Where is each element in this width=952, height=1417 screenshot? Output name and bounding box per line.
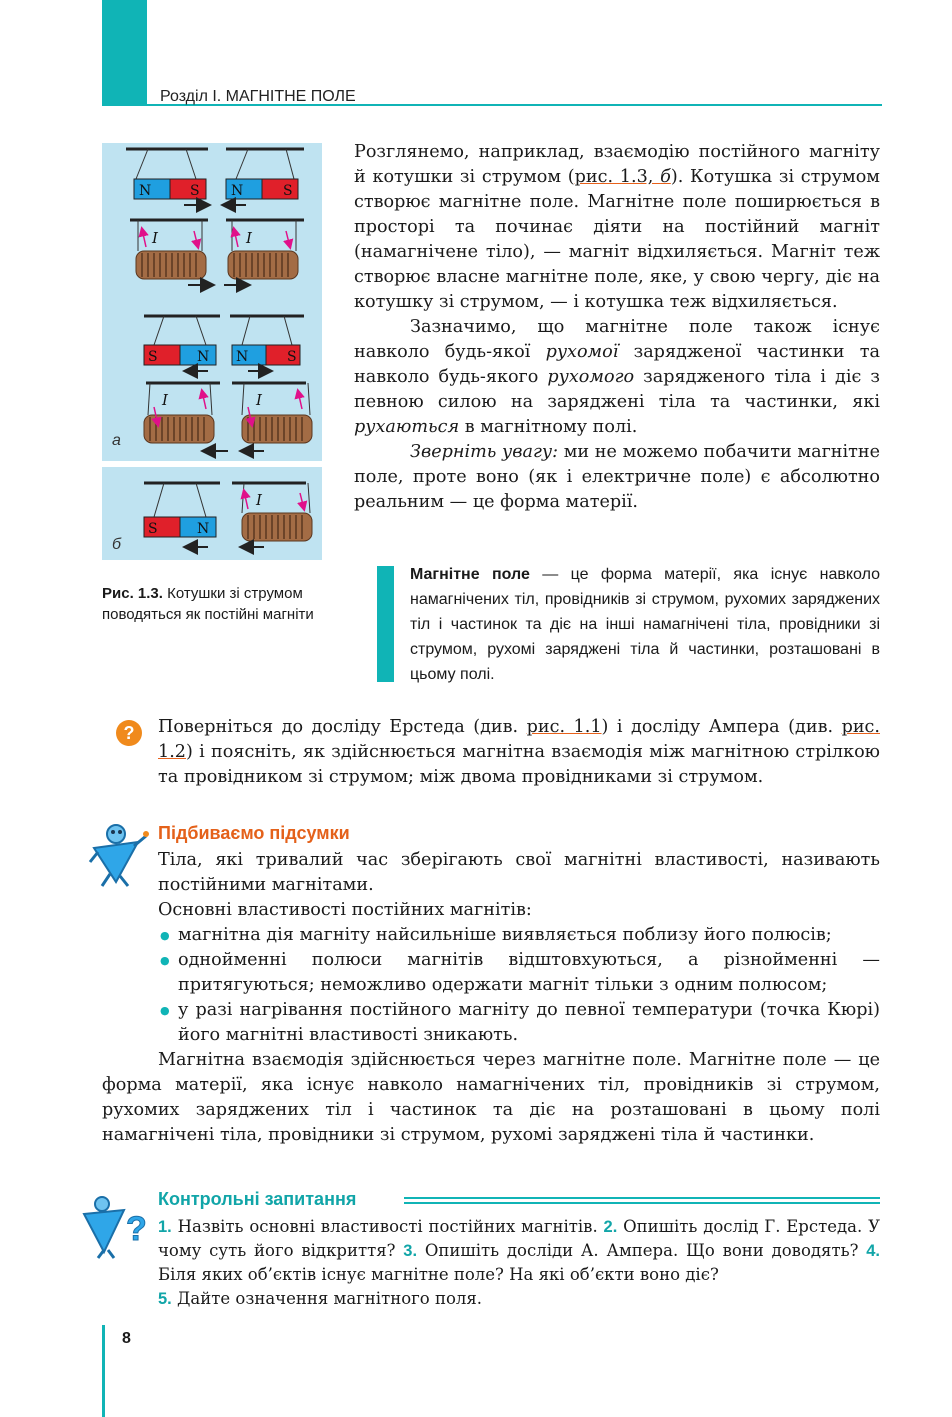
figure-reference-link[interactable]: рис. 1.3, б bbox=[574, 167, 671, 187]
pole-label: S bbox=[190, 183, 200, 199]
pole-label: N bbox=[139, 183, 152, 199]
question-icon: ? bbox=[116, 720, 142, 746]
question-item-2: 2. Опишіть дослід Г. Ерстеда. У чому суть його відкриття? bbox=[158, 1217, 880, 1260]
coil-single bbox=[232, 483, 312, 547]
figure-1-3-b bbox=[102, 467, 322, 560]
mascot-questions-icon bbox=[80, 1196, 152, 1260]
summary-section bbox=[102, 820, 880, 1148]
current-label: I bbox=[256, 491, 262, 509]
paragraph-1: Розглянемо, наприклад, взаємодію постійного магніту й котушки зі струмом (рис. 1.3, б). Котушка зі струмом створює магнітне поле. Магнітне поле поширюється в просторі та починає діяти на постійний магніт (намагнічене тіло), — магніт відхиляється. Магніт теж створює власне магнітне поле, яке, у свою чергу, діє на котушку зі струмом, — і котушка теж відхиляється. bbox=[354, 142, 880, 312]
list-item: ● однойменні полюси магнітів відштовхуються, а різнойменні — притягуються; неможливо одержати магніт тільки з одним полюсом; bbox=[158, 948, 880, 998]
pole-label: S bbox=[287, 349, 297, 365]
body-text bbox=[354, 140, 880, 515]
summary-bullet-list bbox=[158, 923, 880, 1048]
list-item: ● у разі нагрівання постійного магніту до певної температури (точка Кюрі) його магнітні властивості зникають. bbox=[158, 998, 880, 1048]
question-item-4: 4. Біля яких об’єктів існує магнітне поле? На які об’єкти воно діє? bbox=[158, 1242, 880, 1284]
paragraph-3: Зверніть увагу: ми не можемо побачити магнітне поле, проте воно (як і електричне поле) є абсолютно реальним — це форма матерії. bbox=[354, 442, 881, 512]
current-label: I bbox=[256, 391, 262, 409]
definition-text: Магнітне поле — це форма матерії, яка існує навколо намагнічених тіл, провідників зі струмом, рухомих заряджених тіл і частинок та діє на інші намагнічені тіла, провідники зі струмом, рухомі заряджені тіла й частинки, розташовані в цьому полі. bbox=[410, 566, 880, 683]
summary-paragraph-1: Тіла, які тривалий час зберігають свої магнітні властивості, називають постійними магнітами. bbox=[158, 850, 880, 895]
coil-pair-bottom bbox=[144, 383, 312, 451]
coil-pair-top bbox=[130, 220, 304, 285]
figure-reference-link[interactable]: рис. 1.1 bbox=[526, 717, 602, 737]
pole-label: N bbox=[197, 349, 210, 365]
svg-text:?: ? bbox=[126, 1210, 147, 1248]
pole-label: N bbox=[236, 349, 249, 365]
pole-label: S bbox=[283, 183, 293, 199]
figure-caption bbox=[102, 583, 322, 625]
question-item-3: 3. Опишіть досліди А. Ампера. Що вони доводять? bbox=[403, 1241, 867, 1260]
question-item-1: 1. Назвіть основні властивості постійних магнітів. bbox=[158, 1217, 604, 1236]
control-title-rule bbox=[404, 1197, 880, 1199]
current-label: I bbox=[246, 229, 252, 247]
page-number: 8 bbox=[122, 1330, 131, 1347]
question-text: Поверніться до досліду Ерстеда (див. рис. 1.1) і досліду Ампера (див. рис. 1.2) і поясніть, як здійснюється магнітна взаємодія між магнітною стрілкою та провідником зі струмом; між двома провідниками зі струмом. bbox=[158, 717, 880, 787]
list-item: ● магнітна дія магніту найсильніше виявляється поблизу його полюсів; bbox=[158, 923, 880, 948]
header-accent-block bbox=[102, 0, 147, 104]
figure-reference-link[interactable]: рис. 1.2 bbox=[158, 717, 880, 762]
control-questions-text bbox=[158, 1215, 880, 1311]
magnet-pair-top bbox=[126, 149, 304, 205]
definition-accent-bar bbox=[377, 566, 394, 682]
question-block bbox=[158, 715, 880, 790]
chapter-title: Розділ І. МАГНІТНЕ ПОЛЕ bbox=[160, 88, 356, 105]
control-questions-title: Контрольні запитання bbox=[158, 1189, 357, 1209]
caption-number: Рис. 1.3. bbox=[102, 585, 163, 602]
current-label: I bbox=[162, 391, 168, 409]
magnet-single bbox=[144, 483, 220, 547]
pole-label: N bbox=[231, 183, 244, 199]
control-questions-list bbox=[158, 1215, 880, 1311]
magnet-pair-bottom bbox=[144, 316, 304, 371]
figure-1-3-a bbox=[102, 143, 322, 461]
pole-label: S bbox=[148, 521, 158, 537]
summary-paragraph-3: Магнітна взаємодія здійснюється через магнітне поле. Магнітне поле — це форма матерії, яка існує навколо намагнічених тіл, провідників зі струмом, рухомих заряджених тіл і частинок та діє на розташовані в цьому полі намагнічені тіла, провідники зі струмом, рухомі заряджені тіла й частинки. bbox=[102, 1050, 880, 1145]
definition-term: Магнітне поле bbox=[410, 566, 530, 583]
control-title-rule bbox=[404, 1202, 880, 1204]
figure-label-a: а bbox=[112, 432, 121, 449]
paragraph-2: Зазначимо, що магнітне поле також існує навколо будь-якої рухомої зарядженої частинки та навколо будь-якого рухомого зарядженого тіла і діє з певною силою на заряджені тіла та частинки, які рухаються в магнітному полі. bbox=[354, 317, 880, 437]
current-label: I bbox=[152, 229, 158, 247]
summary-paragraph-2: Основні властивості постійних магнітів: bbox=[158, 900, 532, 920]
question-item-5: 5. Дайте означення магнітного поля. bbox=[158, 1289, 483, 1308]
pole-label: S bbox=[148, 349, 158, 365]
summary-title: Підбиваємо підсумки bbox=[158, 823, 350, 843]
pole-label: N bbox=[197, 521, 210, 537]
figure-label-b: б bbox=[112, 536, 121, 553]
caption-text: Котушки зі струмом поводяться як постійні магніти bbox=[102, 585, 314, 623]
footer-accent-bar bbox=[102, 1325, 105, 1417]
